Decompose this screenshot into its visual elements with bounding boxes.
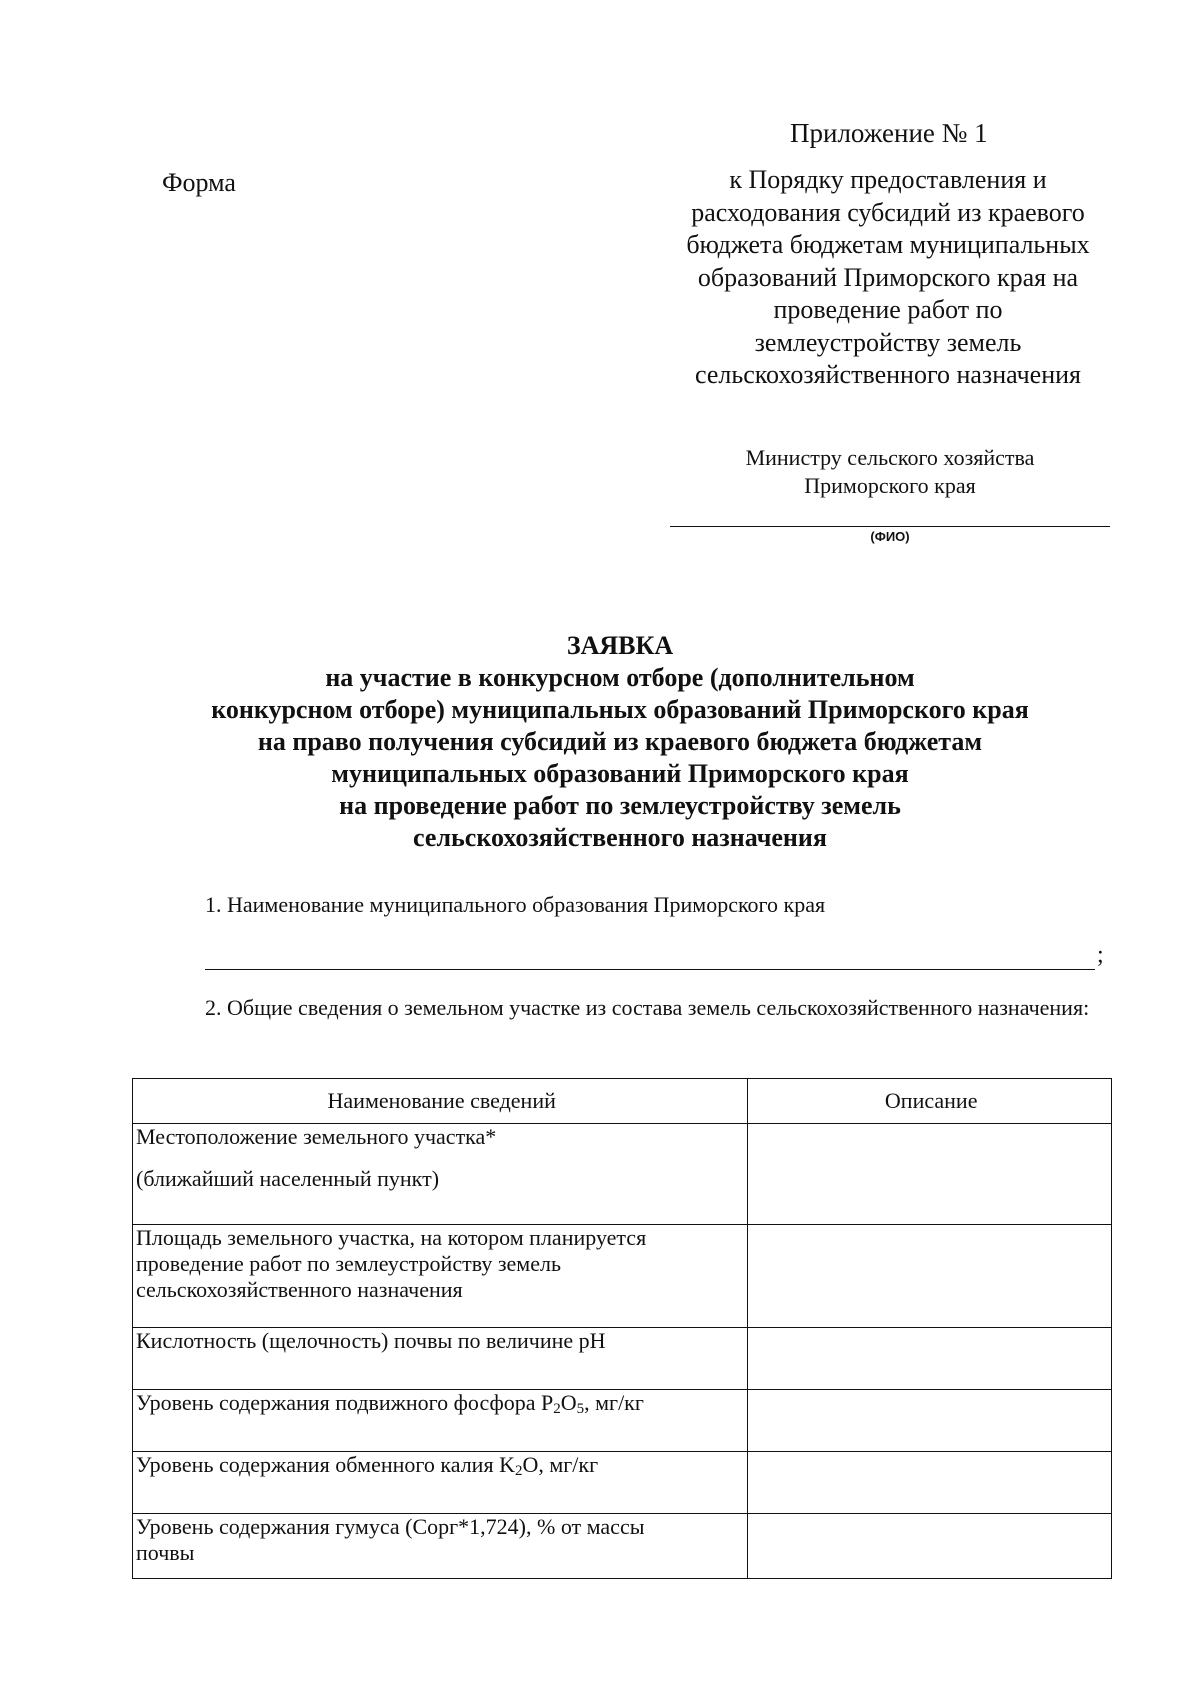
order-reference-line: к Порядку предоставления и <box>729 165 1047 194</box>
title-line: конкурсном отборе) муниципальных образований Приморского края <box>211 695 1029 724</box>
recipient <box>670 444 1110 500</box>
row-label-phosphorus: Уровень содержания подвижного фосфора $P_2O_5$, мг/кг <box>133 1390 748 1452</box>
header-name: Наименование сведений <box>133 1079 748 1124</box>
title-line: муниципальных образований Приморского края <box>331 759 909 788</box>
order-reference-line: образований Приморского края на <box>697 262 1079 292</box>
value-cell-phosphorus[interactable] <box>748 1390 1112 1452</box>
order-reference-line: бюджета бюджетам муниципальных <box>686 230 1090 259</box>
row-label-humus <box>133 1514 748 1579</box>
table-header-row <box>133 1079 1112 1124</box>
fio-signature-line[interactable] <box>670 526 1110 527</box>
recipient-line: Министру сельского хозяйства <box>745 445 1035 470</box>
form-label: Форма <box>162 168 236 197</box>
order-reference-line: сельскохозяйственного назначения <box>694 360 1082 389</box>
row-label-line: (ближайший населенный пункт) <box>136 1166 440 1191</box>
row-label-ph: Кислотность (щелочность) почвы по величине pH <box>133 1328 748 1390</box>
row-label-line: почвы <box>136 1540 195 1565</box>
land-plot-info-table <box>132 1078 1112 1579</box>
title-line: на проведение работ по землеустройству земель <box>339 791 901 820</box>
municipality-name-field[interactable] <box>205 969 1095 970</box>
appendix-number: Приложение № 1 <box>790 118 988 148</box>
fio-label: (ФИО) <box>870 529 910 544</box>
row-label-line: Площадь земельного участка, на котором планируется <box>136 1225 647 1250</box>
row-label-line: Уровень содержания гумуса (Сорг*1,724), % от массы <box>136 1514 645 1539</box>
value-cell-potassium[interactable] <box>748 1452 1112 1514</box>
recipient-line: Приморского края <box>804 473 976 498</box>
document-title <box>120 630 1120 854</box>
row-label-line: сельскохозяйственного назначения <box>136 1277 463 1302</box>
table-row <box>133 1514 1112 1579</box>
title-heading: ЗАЯВКА <box>566 631 674 660</box>
title-line: сельскохозяйственного назначения <box>413 823 827 852</box>
order-reference-line: землеустройству земель <box>754 327 1022 357</box>
title-line: на участие в конкурсном отборе (дополнительном <box>325 663 915 692</box>
row-label-location <box>133 1124 748 1225</box>
item-2-label: 2. Общие сведения о земельном участке из состава земель сельскохозяйственного назначения: <box>205 995 1090 1020</box>
value-cell-area[interactable] <box>748 1225 1112 1328</box>
value-cell-location[interactable] <box>748 1124 1112 1225</box>
value-cell-humus[interactable] <box>748 1514 1112 1579</box>
row-label-area <box>133 1225 748 1328</box>
order-reference-line: расходования субсидий из краевого <box>691 197 1085 227</box>
row-label-line: проведение работ по землеустройству земель <box>136 1251 561 1276</box>
table-row <box>133 1390 1112 1452</box>
row-label-potassium: Уровень содержания обменного калия $K_2O$, мг/кг <box>133 1452 748 1514</box>
item-1-label: 1. Наименование муниципального образования Приморского края <box>205 892 826 917</box>
item-1-terminator: ; <box>1097 942 1104 968</box>
table-row <box>133 1225 1112 1328</box>
table-row <box>133 1328 1112 1390</box>
title-line: на право получения субсидий из краевого бюджета бюджетам <box>257 727 983 756</box>
value-cell-ph[interactable] <box>748 1328 1112 1390</box>
header-description: Описание <box>748 1079 1112 1124</box>
table-row <box>133 1124 1112 1225</box>
row-label-line: Местоположение земельного участка* <box>136 1124 497 1149</box>
table-row <box>133 1452 1112 1514</box>
order-reference-line: проведение работ по <box>773 295 1003 324</box>
order-reference <box>658 164 1118 392</box>
